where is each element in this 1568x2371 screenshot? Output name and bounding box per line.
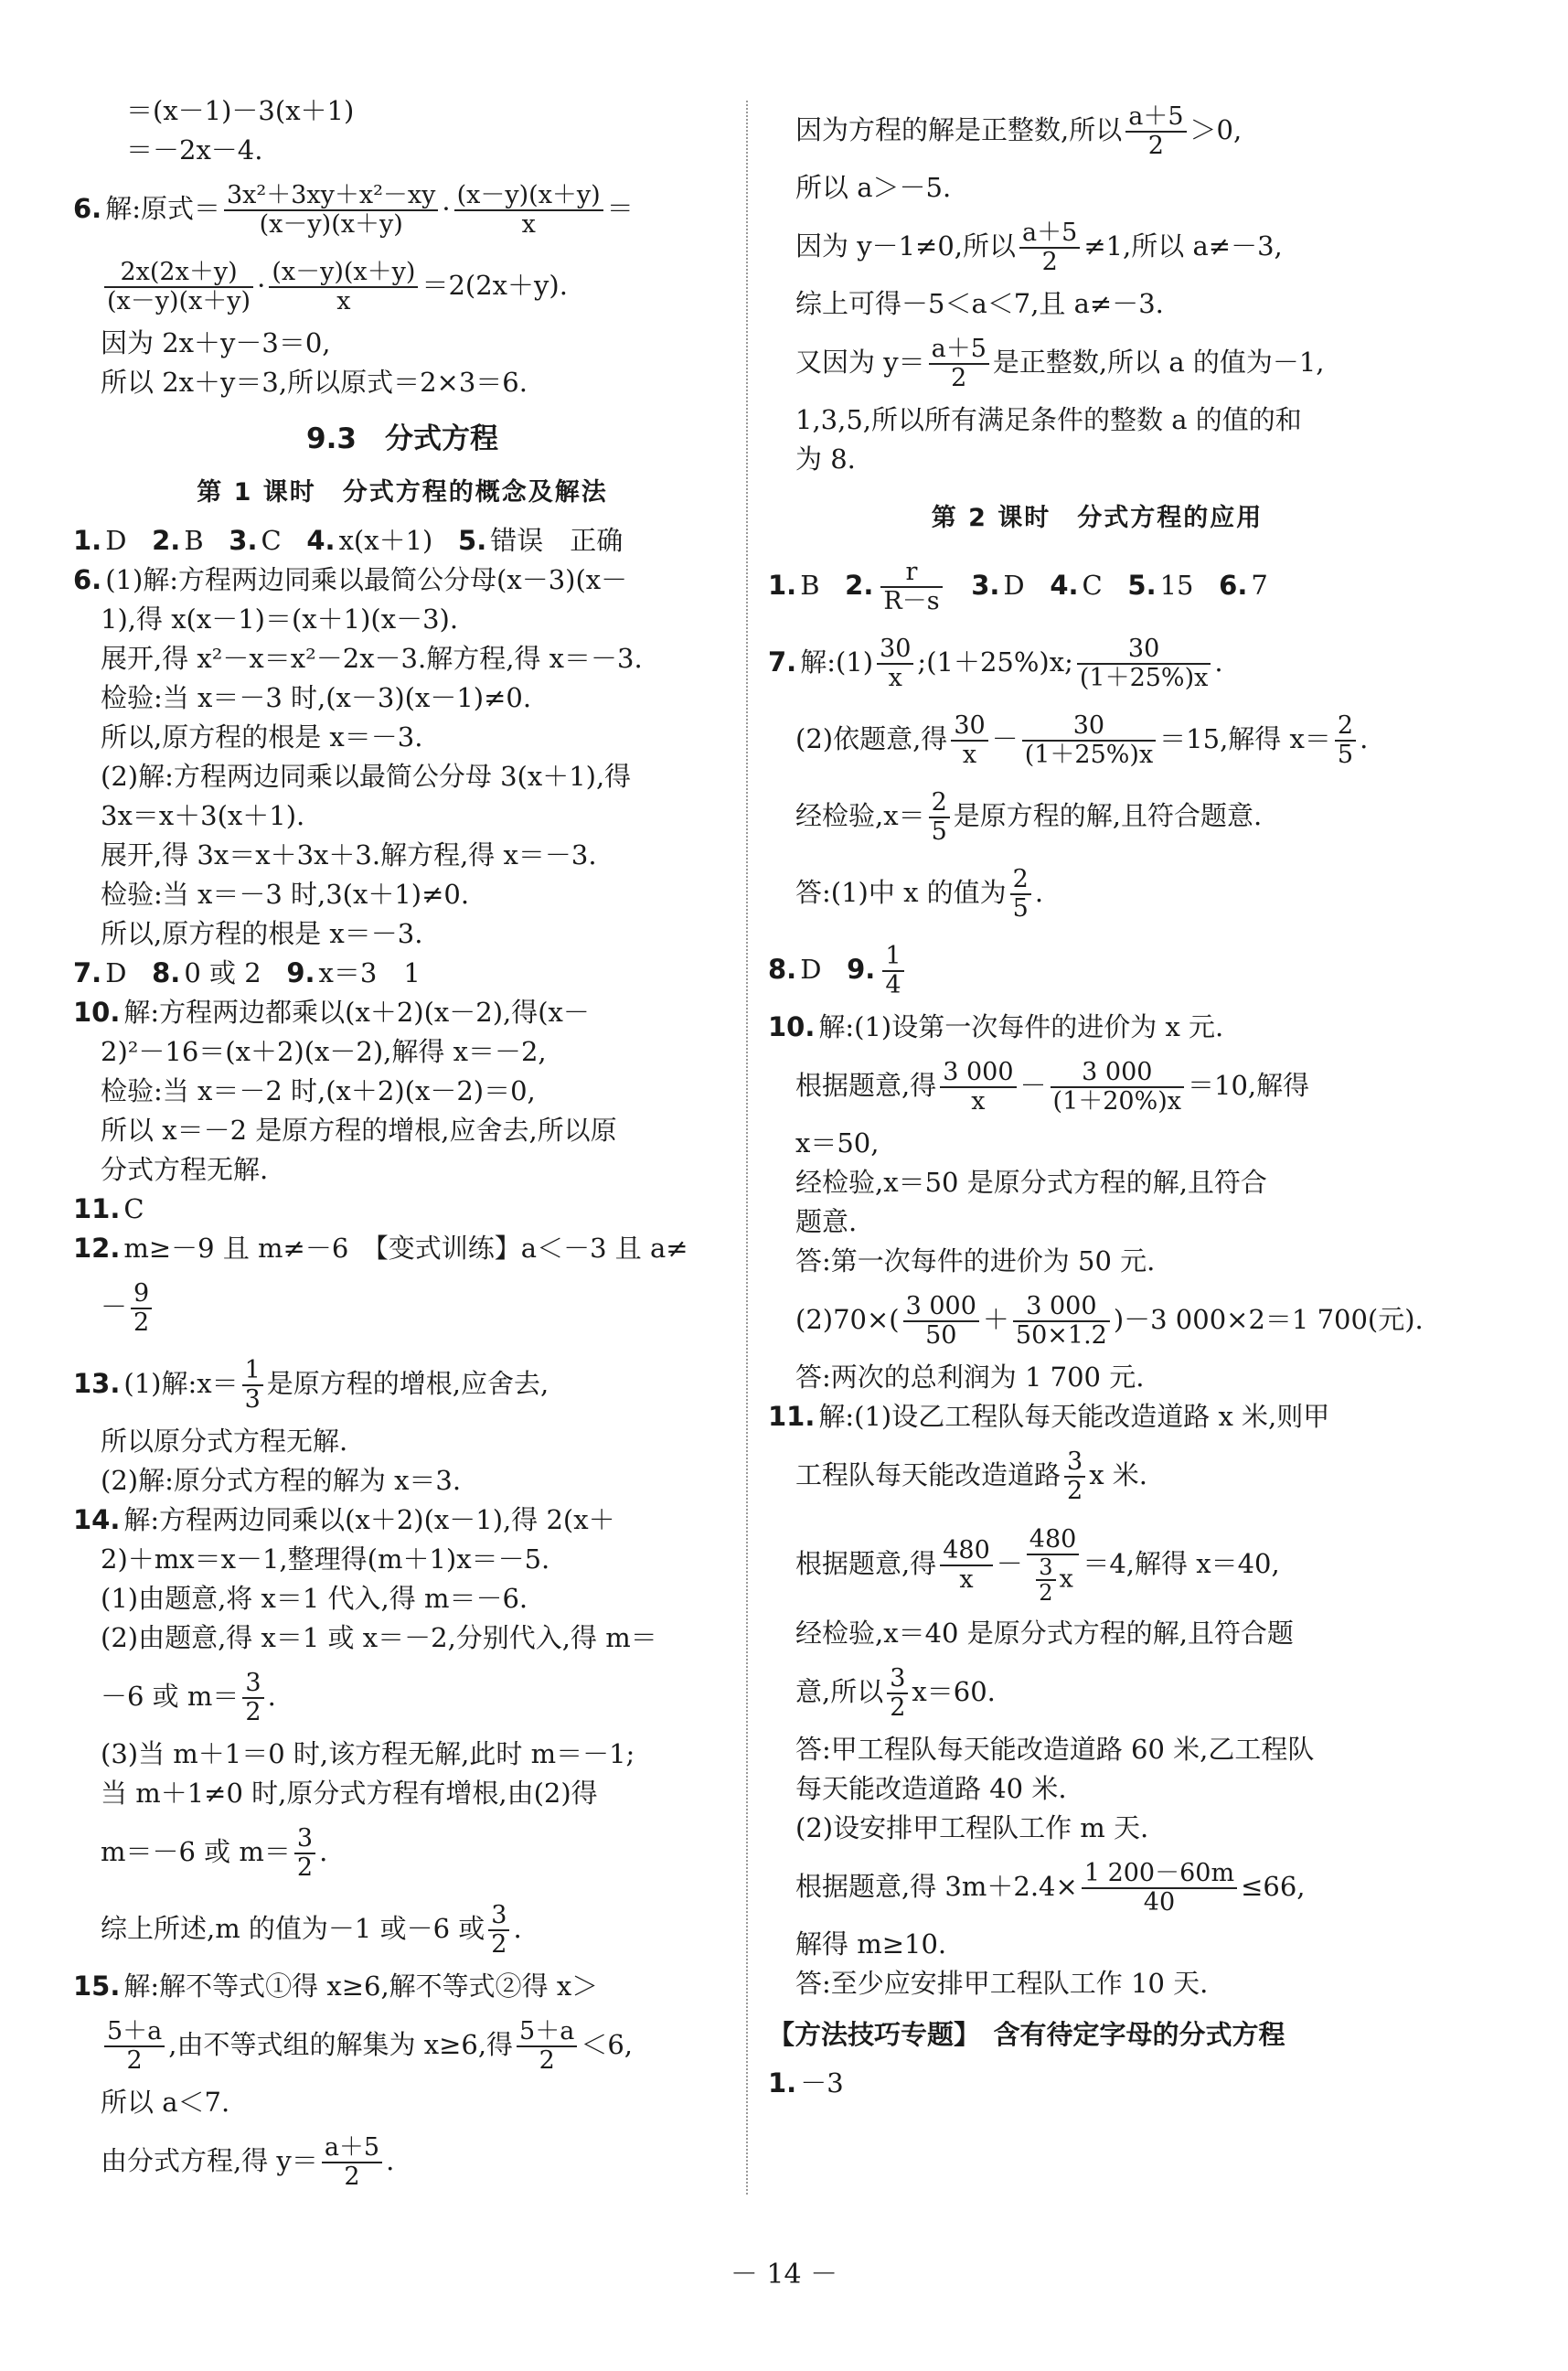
answer-14: 14. 解:方程两边同乘以(x＋2)(x－1),得 2(x＋	[73, 1504, 615, 1535]
text-line: 检验:当 x＝－2 时,(x＋2)(x－2)＝0,	[101, 1075, 536, 1106]
answer-10: 10. 解:方程两边都乘以(x＋2)(x－2),得(x－	[73, 997, 590, 1028]
text-line: 所以原分式方程无解.	[101, 1426, 348, 1457]
text-line: 综上所述,m 的值为－1 或－6 或 $\frac{3}{2}$ .	[101, 1901, 522, 1959]
text-line: 答:(1)中 x 的值为 $\frac{2}{5}$ .	[795, 865, 1044, 923]
right-column	[768, 91, 1426, 2103]
text-line: 为 8.	[795, 443, 856, 475]
text-line: x＝50,	[795, 1127, 880, 1159]
fraction: $\frac{30}{(1+25\%)x}$	[1022, 712, 1156, 769]
text-line: (2)解:原分式方程的解为 x＝3.	[101, 1465, 462, 1496]
text-line: － $\frac{9}{2}$	[73, 1268, 731, 1345]
question-number: 6.	[73, 193, 102, 224]
answer-11: 11. 解:(1)设乙工程队每天能改造道路 x 米,则甲	[768, 1401, 1330, 1432]
fraction: $\frac{9}{2}$	[131, 1280, 152, 1337]
text-line: 每天能改造道路 40 米.	[795, 1773, 1067, 1804]
text-line: 答:甲工程队每天能改造道路 60 米,乙工程队	[795, 1734, 1315, 1765]
text-line: 当 m＋1≠0 时,原分式方程有增根,由(2)得	[101, 1778, 598, 1809]
fraction: $\frac{a+5}{2}$	[322, 2134, 382, 2191]
text-line: 根据题意,得 $\frac{3 000}{x}$ － $\frac{3 000}{(1+20\%)x}$ ＝10,解得	[795, 1058, 1310, 1116]
text-line: ＝(x－1)－3(x＋1)	[126, 95, 355, 126]
lesson-title: 第 2 课时 分式方程的应用	[931, 504, 1264, 532]
left-column	[73, 91, 731, 2199]
fraction: $\frac{\text{3x²＋3xy＋x²－xy}}{(x-y)(x+y)}$	[224, 182, 438, 239]
lesson-title: 第 1 课时 分式方程的概念及解法	[197, 478, 608, 507]
topic-title: 【方法技巧专题】 含有待定字母的分式方程	[768, 2019, 1285, 2050]
fraction: $\frac{2}{5}$	[1010, 866, 1031, 923]
text-line: 又因为 y＝ $\frac{a+5}{2}$ 是正整数,所以 a 的值为－1,	[795, 335, 1325, 392]
column-divider	[746, 101, 748, 2195]
fraction: $\frac{3}{2}$	[1064, 1448, 1085, 1505]
text-line: $\frac{2x(2x+y)}{(x-y)(x+y)}$ · $\frac{(x-y)(x+y)}{x}$ ＝2(2x＋y).	[73, 247, 731, 324]
text-line: 由分式方程,得 y＝ $\frac{a+5}{2}$ .	[101, 2133, 395, 2191]
text-line: 所以,原方程的根是 x＝－3.	[101, 918, 423, 949]
answer-11: 11. C	[73, 1193, 144, 1224]
fraction: $\frac{(x-y)(x+y)}{x}$	[269, 259, 418, 315]
answers-1-6: 1. B 2. $\frac{r}{R-s}$ 3. D 4. C 5. 15 6. 7	[768, 558, 1268, 615]
text-line: 2)²－16＝(x＋2)(x－2),解得 x＝－2,	[101, 1036, 547, 1067]
answers-1-5: 1. D 2. B 3. C 4. x(x＋1) 5. 错误 正确	[73, 525, 624, 556]
answer-13: 13. (1)解:x＝ $\frac{1}{3}$ 是原方程的增根,应舍去,	[73, 1356, 549, 1414]
fraction: $\frac{a+5}{2}$	[1019, 219, 1080, 276]
text-line: (2)设安排甲工程队工作 m 天.	[795, 1812, 1149, 1843]
text-line: $\frac{5+a}{2}$ ,由不等式组的解集为 x≥6,得 $\frac{5+a}{2}$ ＜6,	[73, 2006, 731, 2083]
fraction: $\frac{3}{2}$	[1036, 1555, 1055, 1605]
text-line: 答:两次的总利润为 1 700 元.	[795, 1362, 1145, 1393]
fraction: $\frac{1}{3}$	[242, 1357, 263, 1414]
text-line: ＝－2x－4.	[126, 134, 263, 166]
text-line: 经检验,x＝40 是原分式方程的解,且符合题	[795, 1618, 1294, 1649]
fraction: $\frac{3 000}{(1+20\%)x}$	[1051, 1059, 1184, 1116]
answer-7: 7. 解:(1) $\frac{30}{x}$ ;(1＋25%)x; $\frac{30}{(1+25\%)x}$ .	[768, 635, 1223, 692]
text-line: 所以 x＝－2 是原方程的增根,应舍去,所以原	[101, 1115, 617, 1146]
text-line: 检验:当 x＝－3 时,(x－3)(x－1)≠0.	[101, 682, 532, 713]
fraction: $\frac{30}{(1+25\%)x}$	[1077, 635, 1211, 692]
fraction: $\frac{3}{2}$	[488, 1902, 509, 1959]
answer-1: 1. －3	[768, 2067, 844, 2099]
text-line: (2)解:方程两边同乘以最简公分母 3(x＋1),得	[101, 761, 632, 792]
text-line: 1),得 x(x－1)＝(x＋1)(x－3).	[101, 603, 459, 635]
fraction: $\frac{3}{2}$	[242, 1670, 263, 1726]
fraction: $\frac{5+a}{2}$	[517, 2018, 577, 2075]
text-line: 所以 2x＋y＝3,所以原式＝2×3＝6.	[101, 367, 528, 398]
text-line: (3)当 m＋1＝0 时,该方程无解,此时 m＝－1;	[101, 1738, 635, 1769]
section-title: 9.3 分式方程	[306, 422, 498, 455]
text-line: m＝－6 或 m＝ $\frac{3}{2}$ .	[101, 1824, 328, 1882]
fraction: $\frac{5+a}{2}$	[104, 2018, 165, 2075]
text-line: 答:第一次每件的进价为 50 元.	[795, 1245, 1156, 1276]
text-line: 展开,得 3x＝x＋3x＋3.解方程,得 x＝－3.	[101, 839, 597, 870]
fraction: $\frac{1}{4}$	[882, 943, 903, 999]
fraction: $\frac{2x(2x+y)}{(x-y)(x+y)}$	[104, 259, 253, 315]
answer-6: 6. 解:原式＝ $\frac{\text{3x²＋3xy＋x²－xy}}{(x-y)(x+y)}$ · $\frac{(x-y)(x+y)}{x}$ ＝	[73, 181, 634, 239]
text-line: 所以 a＜7.	[101, 2087, 230, 2118]
text-line: 3x＝x＋3(x＋1).	[101, 800, 305, 831]
fraction: $\frac{3 000}{50}$	[903, 1293, 979, 1350]
text-line: 经检验,x＝50 是原分式方程的解,且符合	[795, 1167, 1267, 1198]
fraction: $\frac{2}{5}$	[929, 789, 950, 846]
fraction: $\frac{(x-y)(x+y)}{x}$	[454, 182, 603, 239]
fraction: $\frac{3}{2}$	[887, 1665, 908, 1722]
text-line: 分式方程无解.	[101, 1154, 269, 1185]
fraction: $\frac{1 200-60m}{40}$	[1082, 1860, 1237, 1917]
text-line: 因为方程的解是正整数,所以 $\frac{a+5}{2}$ ＞0,	[795, 102, 1243, 160]
text-line: 2)＋mx＝x－1,整理得(m＋1)x＝－5.	[101, 1543, 550, 1575]
answer-6b: 6. (1)解:方程两边同乘以最简公分母(x－3)(x－	[73, 564, 628, 595]
fraction: 480 $\frac{3}{2}$ x	[1027, 1526, 1080, 1605]
fraction: $\frac{3 000}{50\times 1.2}$	[1013, 1293, 1110, 1350]
text-line: 展开,得 x²－x＝x²－2x－3.解方程,得 x＝－3.	[101, 643, 643, 674]
text-line: 1,3,5,所以所有满足条件的整数 a 的值的和	[795, 404, 1302, 435]
text-line: 因为 2x＋y－3＝0,	[101, 327, 331, 358]
fraction: $\frac{a+5}{2}$	[1125, 103, 1186, 160]
fraction: $\frac{3 000}{x}$	[940, 1059, 1016, 1116]
text-line: 经检验,x＝ $\frac{2}{5}$ 是原方程的解,且符合题意.	[795, 788, 1263, 846]
text-line: 所以 a＞－5.	[795, 172, 952, 203]
fraction: $\frac{a+5}{2}$	[929, 336, 989, 392]
text-line: (1)由题意,将 x＝1 代入,得 m＝－6.	[101, 1583, 528, 1614]
text-line: 意,所以 $\frac{3}{2}$ x＝60.	[795, 1664, 996, 1722]
text-line: 题意.	[795, 1206, 858, 1237]
text-line: (2)70×( $\frac{3 000}{50}$ ＋ $\frac{3 000}{50\times 1.2}$ )－3 000×2＝1 700(元).	[795, 1292, 1424, 1350]
page-number: － 14 －	[730, 2259, 838, 2291]
fraction: $\frac{2}{5}$	[1335, 712, 1356, 769]
fraction: $\frac{30}{x}$	[951, 712, 987, 769]
text-line: (2)由题意,得 x＝1 或 x＝－2,分别代入,得 m＝	[101, 1622, 657, 1653]
text-line: 根据题意,得 3m＋2.4× $\frac{1 200-60m}{40}$ ≤66,	[795, 1859, 1306, 1917]
answer-10: 10. 解:(1)设第一次每件的进价为 x 元.	[768, 1011, 1224, 1042]
fraction: $\frac{r}{R-s}$	[880, 559, 942, 615]
answers-8-9: 8. D 9. $\frac{1}{4}$	[768, 931, 1426, 1008]
text-line: 综上可得－5＜a＜7,且 a≠－3.	[795, 288, 1164, 319]
text-line: 检验:当 x＝－3 时,3(x＋1)≠0.	[101, 879, 470, 910]
answer-12: 12. m≥－9 且 m≠－6 【变式训练】a＜－3 且 a≠	[73, 1233, 688, 1264]
answer-15: 15. 解:解不等式①得 x≥6,解不等式②得 x＞	[73, 1970, 599, 2002]
answers-7-9: 7. D 8. 0 或 2 9. x＝3 1	[73, 957, 421, 988]
text-line: 因为 y－1≠0,所以 $\frac{a+5}{2}$ ≠1,所以 a≠－3,	[795, 219, 1283, 276]
text-line: －6 或 m＝ $\frac{3}{2}$ .	[101, 1669, 276, 1726]
text-line: 工程队每天能改造道路 $\frac{3}{2}$ x 米.	[795, 1447, 1147, 1505]
text-line: (2)依题意,得 $\frac{30}{x}$ － $\frac{30}{(1+25\%)x}$ ＝15,解得 x＝ $\frac{2}{5}$ .	[795, 711, 1369, 769]
text-line: 根据题意,得 $\frac{480}{x}$ － 480 $\frac{3}{2}$ x ＝4,解得 x＝40,	[795, 1525, 1280, 1606]
fraction: $\frac{480}{x}$	[940, 1537, 993, 1594]
text-line: 解得 m≥10.	[795, 1928, 947, 1960]
fraction: $\frac{3}{2}$	[294, 1825, 315, 1882]
fraction: $\frac{30}{x}$	[877, 635, 913, 692]
text-line: 答:至少应安排甲工程队工作 10 天.	[795, 1968, 1209, 1999]
text-line: 所以,原方程的根是 x＝－3.	[101, 721, 423, 753]
